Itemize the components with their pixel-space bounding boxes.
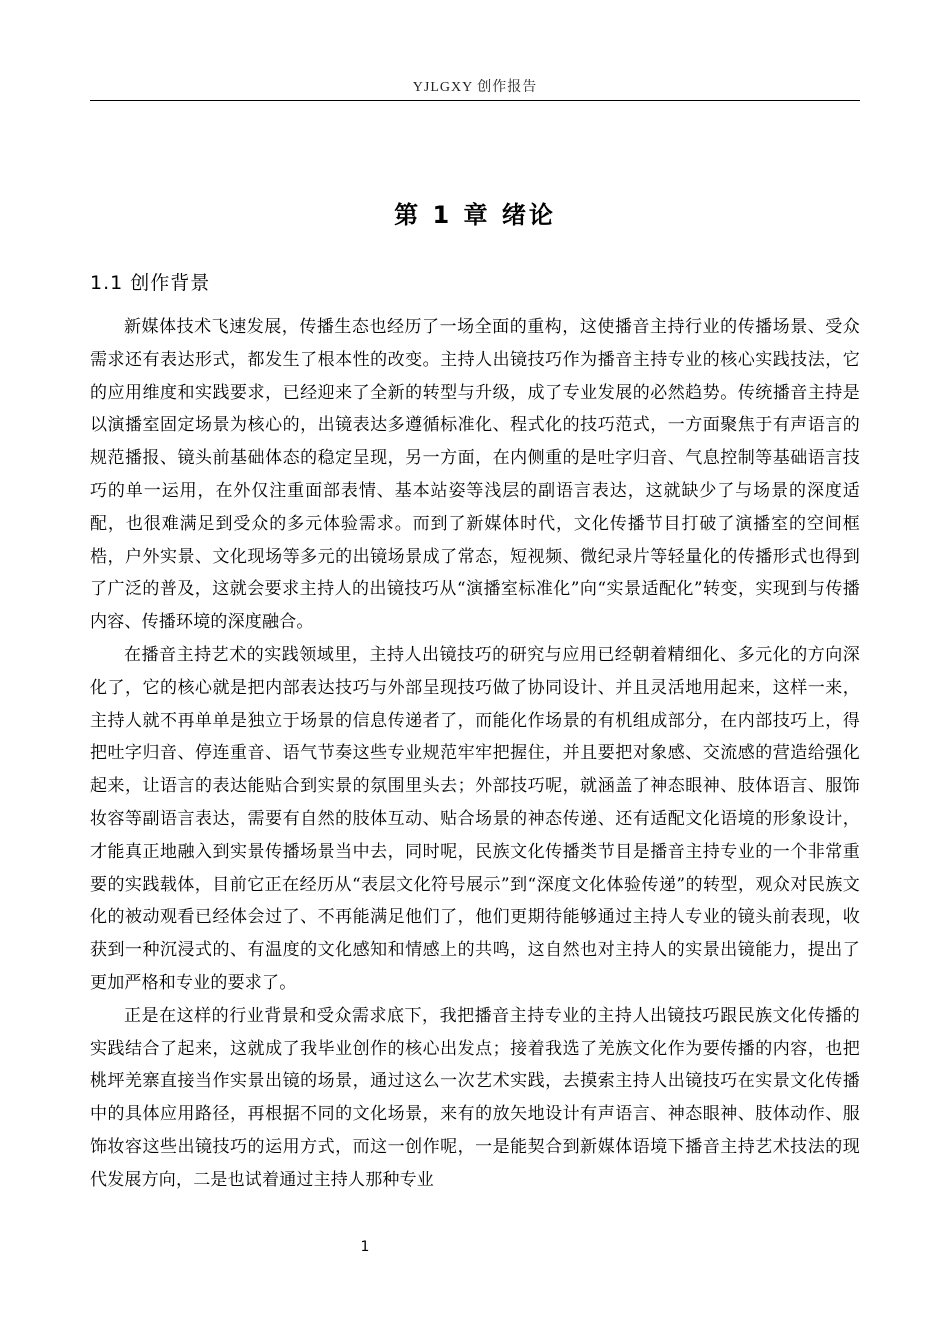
running-header: YJLGXY 创作报告 [412, 80, 538, 95]
section-title: 1.1 创作背景 [90, 272, 211, 294]
header-divider [90, 100, 860, 101]
paragraph: 新媒体技术飞速发展，传播生态也经历了一场全面的重构，这使播音主持行业的传播场景、受众需求还有表达形式，都发生了根本性的改变。主持人出镜技巧作为播音主持专业的核心实践技法，它的应用维度和实践要求，已经迎来了全新的转型与升级，成了专业发展的必然趋势。传统播音主持是以演播室固定场景为核心的，出镜表达多遵循标准化、程式化的技巧范式，一方面聚焦于有声语言的规范播报、镜头前基础体态的稳定呈现，另一方面，在内侧重的是吐字归音、气息控制等基础语言技巧的单一运用，在外仅注重面部表情、基本站姿等浅层的副语言表达，这就缺少了与场景的深度适配，也很难满足到受众的多元体验需求。而到了新媒体时代，文化传播节目打破了演播室的空间框梏，户外实景、文化现场等多元的出镜场景成了常态，短视频、微纪录片等轻量化的传播形式也得到了广泛的普及，这就会要求主持人的出镜技巧从“演播室标准化”向“实景适配化”转变，实现到与传播内容、传播环境的深度融合。 [90, 317, 860, 633]
paragraph: 在播音主持艺术的实践领域里，主持人出镜技巧的研究与应用已经朝着精细化、多元化的方向深化了，它的核心就是把内部表达技巧与外部呈现技巧做了协同设计、并且灵活地用起来，这样一来，主持人就不再单单是独立于场景的信息传递者了，而能化作场景的有机组成部分，在内部技巧上，得把吐字归音、停连重音、语气节奏这些专业规范牢牢把握住，并且要把对象感、交流感的营造给强化起来，让语言的表达能贴合到实景的氛围里头去；外部技巧呢，就涵盖了神态眼神、肢体语言、服饰妆容等副语言表达，需要有自然的肢体互动、贴合场景的神态传递、还有适配文化语境的形象设计，才能真正地融入到实景传播场景当中去，同时呢，民族文化传播类节目是播音主持专业的一个非常重要的实践载体，目前它正在经历从“表层文化符号展示”到“深度文化体验传递”的转型，观众对民族文化的被动观看已经体会过了、不再能满足他们了，他们更期待能够通过主持人专业的镜头前表现，收获到一种沉浸式的、有温度的文化感知和情感上的共鸣，这自然也对主持人的实景出镜能力，提出了更加严格和专业的要求了。 [90, 644, 860, 993]
paragraph: 正是在这样的行业背景和受众需求底下，我把播音主持专业的主持人出镜技巧跟民族文化传播的实践结合了起来，这就成了我毕业创作的核心出发点；接着我选了羌族文化作为要传播的内容，也把桃坪羌寨直接当作实景出镜的场景，通过这么一次艺术实践，去摸索主持人出镜技巧在实景文化传播中的具体应用路径，再根据不同的文化场景，来有的放矢地设计有声语言、神态眼神、肢体动作、服饰妆容这些出镜技巧的运用方式，而这一创作呢，一是能契合到新媒体语境下播音主持艺术技法的现代发展方向，二是也试着通过主持人那种专业 [90, 1005, 860, 1190]
body-text [90, 311, 860, 1197]
page-number: 1 [360, 1239, 370, 1255]
chapter-title: 第 1 章 绪论 [394, 201, 556, 229]
